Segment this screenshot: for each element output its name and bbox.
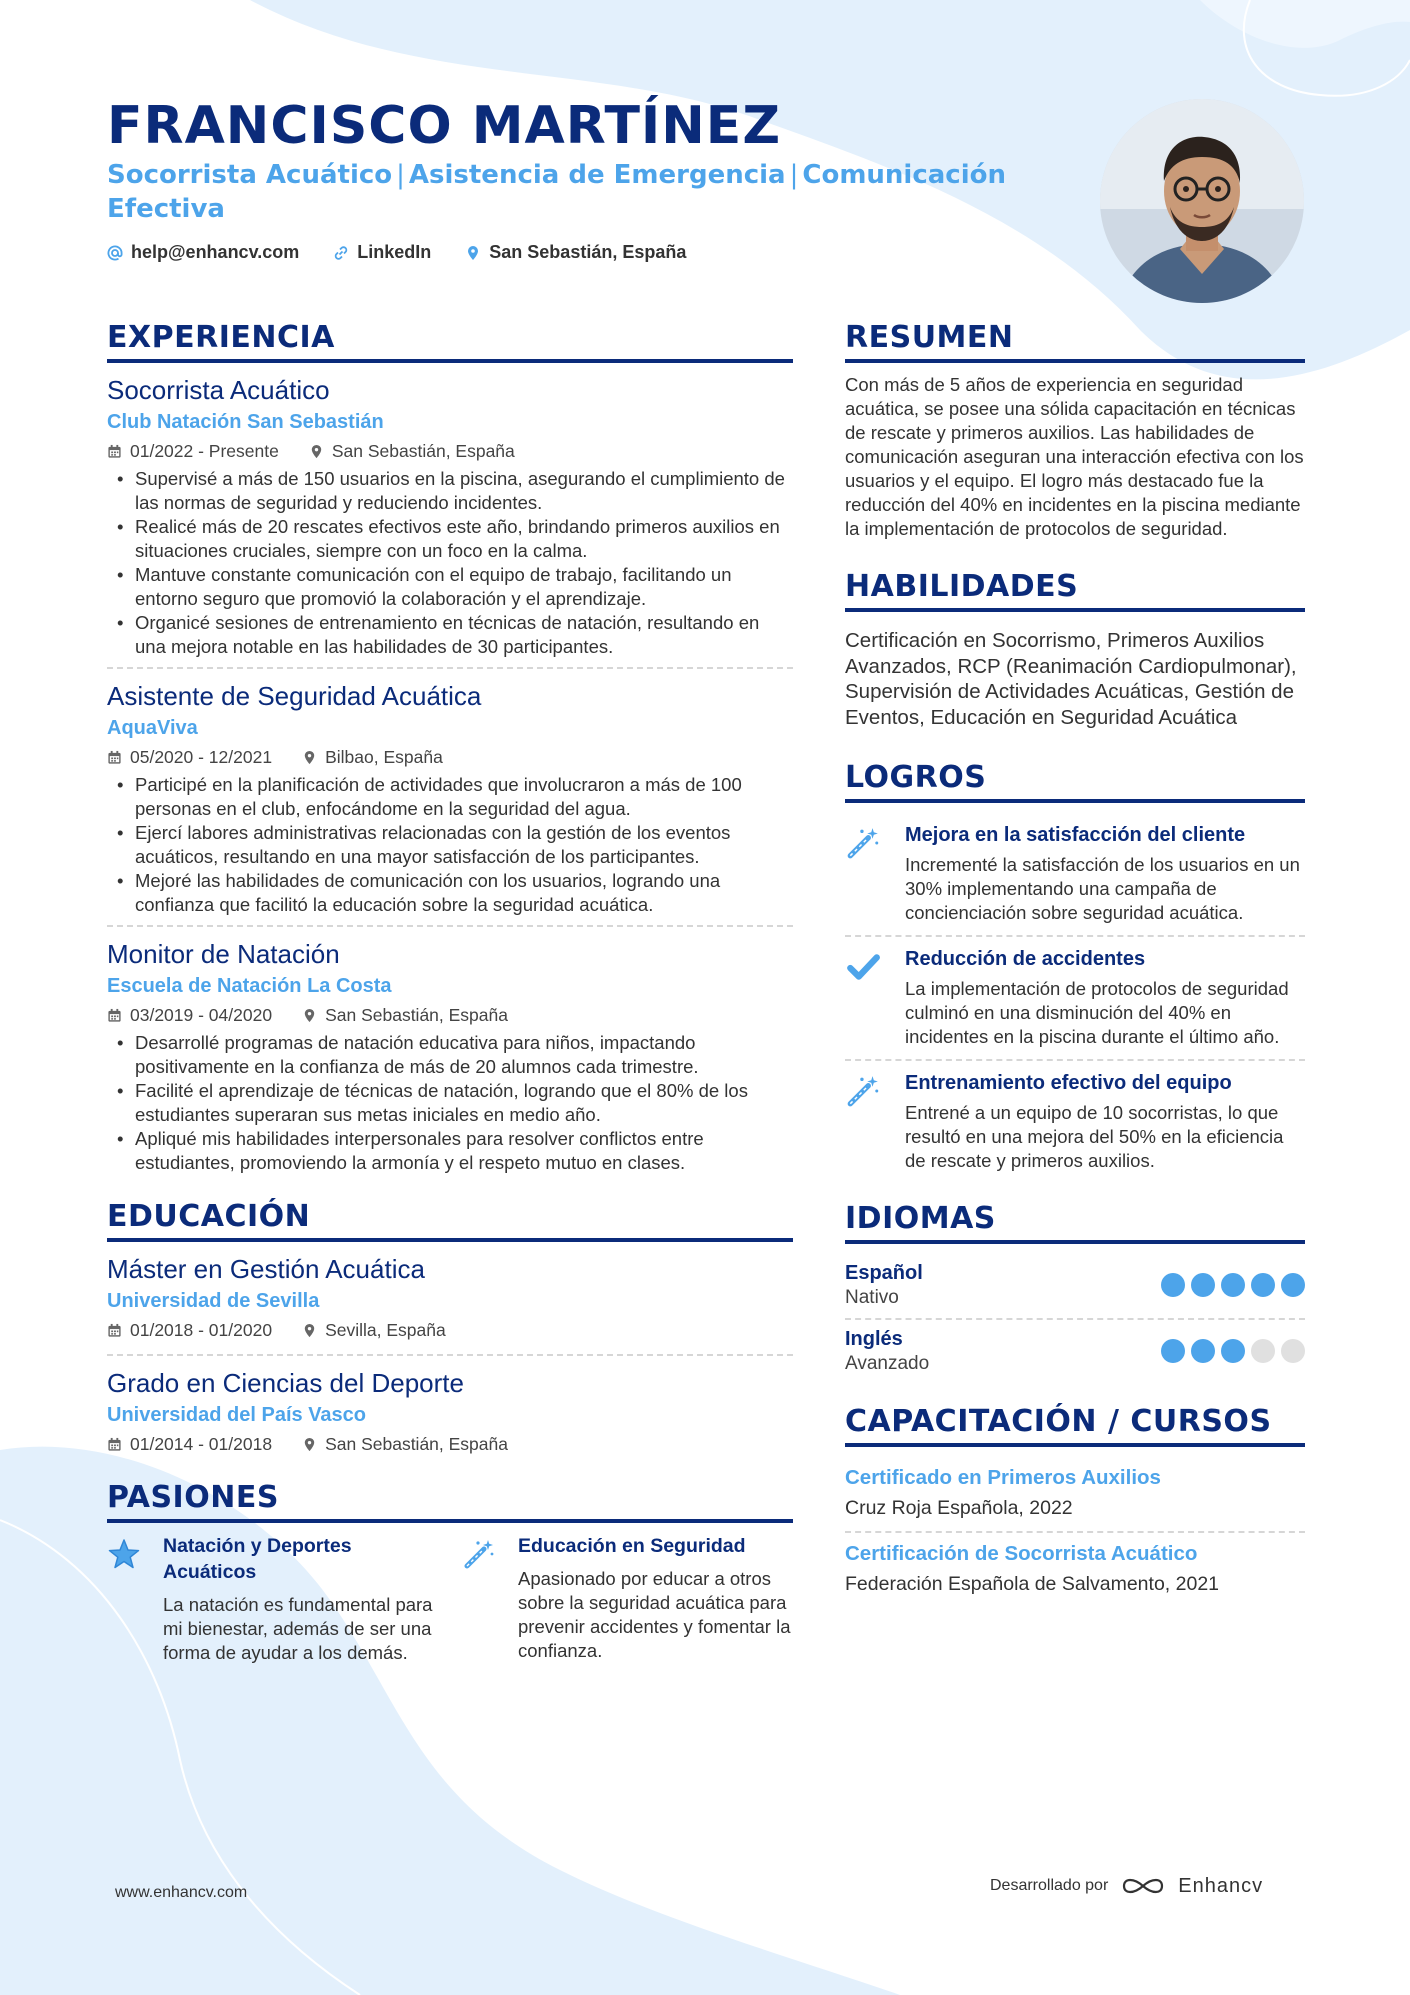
company-name: Escuela de Natación La Costa xyxy=(107,975,392,997)
achievement-item xyxy=(845,1061,1305,1183)
degree-title: Máster en Gestión Acuática xyxy=(107,1254,425,1284)
summary-text: Con más de 5 años de experiencia en seguridad acuática, se posee una sólida capacitación en técnicas de rescate y primeros auxilios. Las habilidades de comunicación aseguran una interacción efectiva con los usuarios y el equipo. El logro más destacado fue la reducción del 40% en incidentes en la piscina mediante la implementación de protocolos de seguridad. xyxy=(845,374,1304,539)
headline-item: Comunicación Efectiva xyxy=(107,160,1006,224)
rating-dot-filled xyxy=(1161,1273,1185,1297)
location-pin-icon xyxy=(465,245,481,261)
email-text: help@enhancv.com xyxy=(131,242,300,262)
course-item xyxy=(845,1457,1305,1533)
section-title-languages: IDIOMAS xyxy=(845,1201,1305,1244)
location-text: San Sebastián, España xyxy=(489,242,687,262)
rating-dot-filled xyxy=(1281,1273,1305,1297)
bullet-item: • Mantuve constante comunicación con el equipo de trabajo, facilitando un entorno seguro que promovió la colaboración y el aprendizaje. xyxy=(107,563,793,611)
calendar-icon xyxy=(107,1008,122,1023)
passion-title: Educación en Seguridad xyxy=(518,1535,746,1557)
section-title-experience: EXPERIENCIA xyxy=(107,320,793,363)
rating-dot-filled xyxy=(1251,1273,1275,1297)
courses-section xyxy=(845,1404,1305,1607)
passions-list xyxy=(107,1533,793,1665)
location-pin-icon xyxy=(302,1323,317,1338)
education-section xyxy=(107,1199,793,1468)
experience-entry xyxy=(107,679,793,927)
rating-dot-empty xyxy=(1281,1339,1305,1363)
language-name: Inglés xyxy=(845,1328,903,1350)
language-item xyxy=(845,1320,1305,1384)
entry-location: Sevilla, España xyxy=(325,1320,446,1340)
entry-meta xyxy=(107,1001,793,1029)
location-pin-icon xyxy=(302,1008,317,1023)
bullet-item: • Facilité el aprendizaje de técnicas de natación, logrando que el 80% de los estudiantes superaran sus metas iniciales en medio año. xyxy=(107,1079,793,1127)
course-title: Certificado en Primeros Auxilios xyxy=(845,1466,1161,1489)
company-name: Club Natación San Sebastián xyxy=(107,411,384,433)
entry-location: Bilbao, España xyxy=(325,747,443,767)
language-rating xyxy=(1161,1339,1305,1363)
passion-description: La natación es fundamental para mi bienestar, además de ser una forma de ayudar a los demás. xyxy=(163,1594,433,1663)
brand-name: Enhancv xyxy=(1178,1874,1264,1897)
achievement-description: Entrené a un equipo de 10 socorristas, lo que resultó en una mejora del 50% en la eficiencia de rescate y primeros auxilios. xyxy=(905,1102,1284,1171)
skills-section xyxy=(845,569,1305,730)
entry-meta xyxy=(107,1430,793,1458)
entry-meta xyxy=(107,437,793,465)
checkmark-icon xyxy=(845,949,881,985)
magic-wand-icon xyxy=(845,825,881,861)
section-title-courses: CAPACITACIÓN / CURSOS xyxy=(845,1404,1305,1447)
achievement-description: La implementación de protocolos de seguridad culminó en una disminución del 40% en incidentes en la piscina durante el último año. xyxy=(905,978,1289,1047)
link-icon xyxy=(333,245,349,261)
passion-title: Natación y Deportes Acuáticos xyxy=(163,1535,352,1583)
headline-separator: | xyxy=(396,160,405,190)
right-column xyxy=(845,320,1305,1607)
profile-photo-illustration xyxy=(1100,99,1304,303)
passion-description: Apasionado por educar a otros sobre la seguridad acuática para prevenir accidentes y fomentar la confianza. xyxy=(518,1568,791,1661)
calendar-icon xyxy=(107,444,122,459)
location-pin-icon xyxy=(309,444,324,459)
achievement-description: Incrementé la satisfacción de los usuarios en un 30% implementando una campaña de concienciación sobre seguridad acuática. xyxy=(905,854,1300,923)
job-role: Socorrista Acuático xyxy=(107,375,330,405)
rating-dot-empty xyxy=(1251,1339,1275,1363)
powered-by-text: Desarrollado por xyxy=(990,1877,1109,1894)
language-rating xyxy=(1161,1273,1305,1297)
languages-section xyxy=(845,1201,1305,1384)
section-title-education: EDUCACIÓN xyxy=(107,1199,793,1242)
section-title-skills: HABILIDADES xyxy=(845,569,1305,612)
calendar-icon xyxy=(107,1323,122,1338)
entry-dates: 05/2020 - 12/2021 xyxy=(130,747,273,767)
magic-wand-icon xyxy=(845,1073,881,1109)
rating-dot-filled xyxy=(1191,1273,1215,1297)
achievement-item xyxy=(845,937,1305,1061)
job-role: Asistente de Seguridad Acuática xyxy=(107,681,482,711)
headline xyxy=(107,158,1007,226)
section-title-achievements: LOGROS xyxy=(845,760,1305,803)
passion-item xyxy=(462,1533,793,1665)
experience-entry xyxy=(107,373,793,669)
rating-dot-filled xyxy=(1221,1273,1245,1297)
contact-email[interactable] xyxy=(107,242,299,263)
calendar-icon xyxy=(107,1437,122,1452)
experience-entry xyxy=(107,937,793,1183)
skills-text: Certificación en Socorrismo, Primeros Auxilios Avanzados, RCP (Reanimación Cardiopulmonar), Supervisión de Actividades Acuáticas, Gestión de Eventos, Educación en Seguridad Acuática xyxy=(845,629,1297,729)
passion-item xyxy=(107,1533,438,1665)
bullet-item: • Participé en la planificación de actividades que involucraron a más de 100 personas en el club, enfocándome en la seguridad del agua. xyxy=(107,773,793,821)
language-name: Español xyxy=(845,1262,923,1284)
candidate-name: FRANCISCO MARTÍNEZ xyxy=(107,96,782,156)
job-role: Monitor de Natación xyxy=(107,939,340,969)
achievements-section xyxy=(845,760,1305,1183)
experience-section xyxy=(107,320,793,1183)
profile-photo xyxy=(1100,99,1304,303)
calendar-icon xyxy=(107,750,122,765)
language-item xyxy=(845,1254,1305,1320)
magic-wand-icon xyxy=(462,1537,496,1571)
section-title-summary: RESUMEN xyxy=(845,320,1305,363)
bullet-item: • Ejercí labores administrativas relacionadas con la gestión de los eventos acuáticos, resultando en una mayor satisfacción de los participantes. xyxy=(107,821,793,869)
bullet-list xyxy=(107,467,793,659)
bullet-item: • Apliqué mis habilidades interpersonales para resolver conflictos entre estudiantes, promoviendo la armonía y el respeto mutuo en clases. xyxy=(107,1127,793,1175)
course-organization: Cruz Roja Española, 2022 xyxy=(845,1497,1073,1519)
entry-dates: 01/2014 - 01/2018 xyxy=(130,1434,273,1454)
achievement-item xyxy=(845,813,1305,937)
contact-bar xyxy=(107,242,686,263)
section-title-passions: PASIONES xyxy=(107,1480,793,1523)
bullet-item: • Supervisé a más de 150 usuarios en la piscina, asegurando el cumplimiento de las normas de seguridad y reduciendo incidentes. xyxy=(107,467,793,515)
star-icon xyxy=(107,1537,141,1571)
school-name: Universidad de Sevilla xyxy=(107,1290,320,1312)
headline-item: Socorrista Acuático xyxy=(107,160,393,190)
language-level: Nativo xyxy=(845,1287,899,1308)
company-name: AquaViva xyxy=(107,717,198,739)
left-column xyxy=(107,320,793,1665)
entry-dates: 01/2018 - 01/2020 xyxy=(130,1320,273,1340)
contact-location xyxy=(465,242,686,263)
enhancv-logo-icon xyxy=(1120,1874,1166,1898)
course-organization: Federación Española de Salvamento, 2021 xyxy=(845,1573,1220,1595)
bullet-list xyxy=(107,773,793,917)
footer-branding xyxy=(990,1874,1263,1898)
bullet-item: • Mejoré las habilidades de comunicación con los usuarios, logrando una confianza que facilitó la educación sobre la seguridad acuática. xyxy=(107,869,793,917)
education-entry xyxy=(107,1252,793,1356)
rating-dot-filled xyxy=(1191,1339,1215,1363)
location-pin-icon xyxy=(302,750,317,765)
at-icon xyxy=(107,245,123,261)
course-title: Certificación de Socorrista Acuático xyxy=(845,1542,1198,1565)
entry-meta xyxy=(107,743,793,771)
bullet-item: • Desarrollé programas de natación educativa para niños, impactando positivamente en la confianza de más de 20 alumnos cada trimestre. xyxy=(107,1031,793,1079)
achievement-title: Reducción de accidentes xyxy=(905,948,1146,970)
headline-separator: | xyxy=(789,160,799,190)
education-entry xyxy=(107,1366,793,1468)
entry-location: San Sebastián, España xyxy=(325,1005,508,1025)
achievement-title: Entrenamiento efectivo del equipo xyxy=(905,1072,1232,1094)
rating-dot-filled xyxy=(1161,1339,1185,1363)
passions-section xyxy=(107,1480,793,1665)
degree-title: Grado en Ciencias del Deporte xyxy=(107,1368,464,1398)
contact-linkedin[interactable] xyxy=(333,242,431,263)
achievement-title: Mejora en la satisfacción del cliente xyxy=(905,824,1246,846)
language-level: Avanzado xyxy=(845,1353,930,1374)
linkedin-text: LinkedIn xyxy=(357,242,432,262)
summary-section xyxy=(845,320,1305,541)
school-name: Universidad del País Vasco xyxy=(107,1404,367,1426)
rating-dot-filled xyxy=(1221,1339,1245,1363)
entry-location: San Sebastián, España xyxy=(331,441,515,461)
headline-item: Asistencia de Emergencia xyxy=(408,160,786,190)
footer-website[interactable]: www.enhancv.com xyxy=(115,1884,248,1901)
location-pin-icon xyxy=(302,1437,317,1452)
entry-location: San Sebastián, España xyxy=(325,1434,508,1454)
entry-dates: 03/2019 - 04/2020 xyxy=(130,1005,273,1025)
entry-meta xyxy=(107,1316,793,1344)
bullet-item: • Realicé más de 20 rescates efectivos este año, brindando primeros auxilios en situaciones cruciales, siempre con un foco en la calma. xyxy=(107,515,793,563)
entry-dates: 01/2022 - Presente xyxy=(130,441,279,461)
bullet-item: • Organicé sesiones de entrenamiento en técnicas de natación, resultando en una mejora notable en las habilidades de 30 participantes. xyxy=(107,611,793,659)
bullet-list xyxy=(107,1031,793,1175)
course-item xyxy=(845,1533,1305,1607)
